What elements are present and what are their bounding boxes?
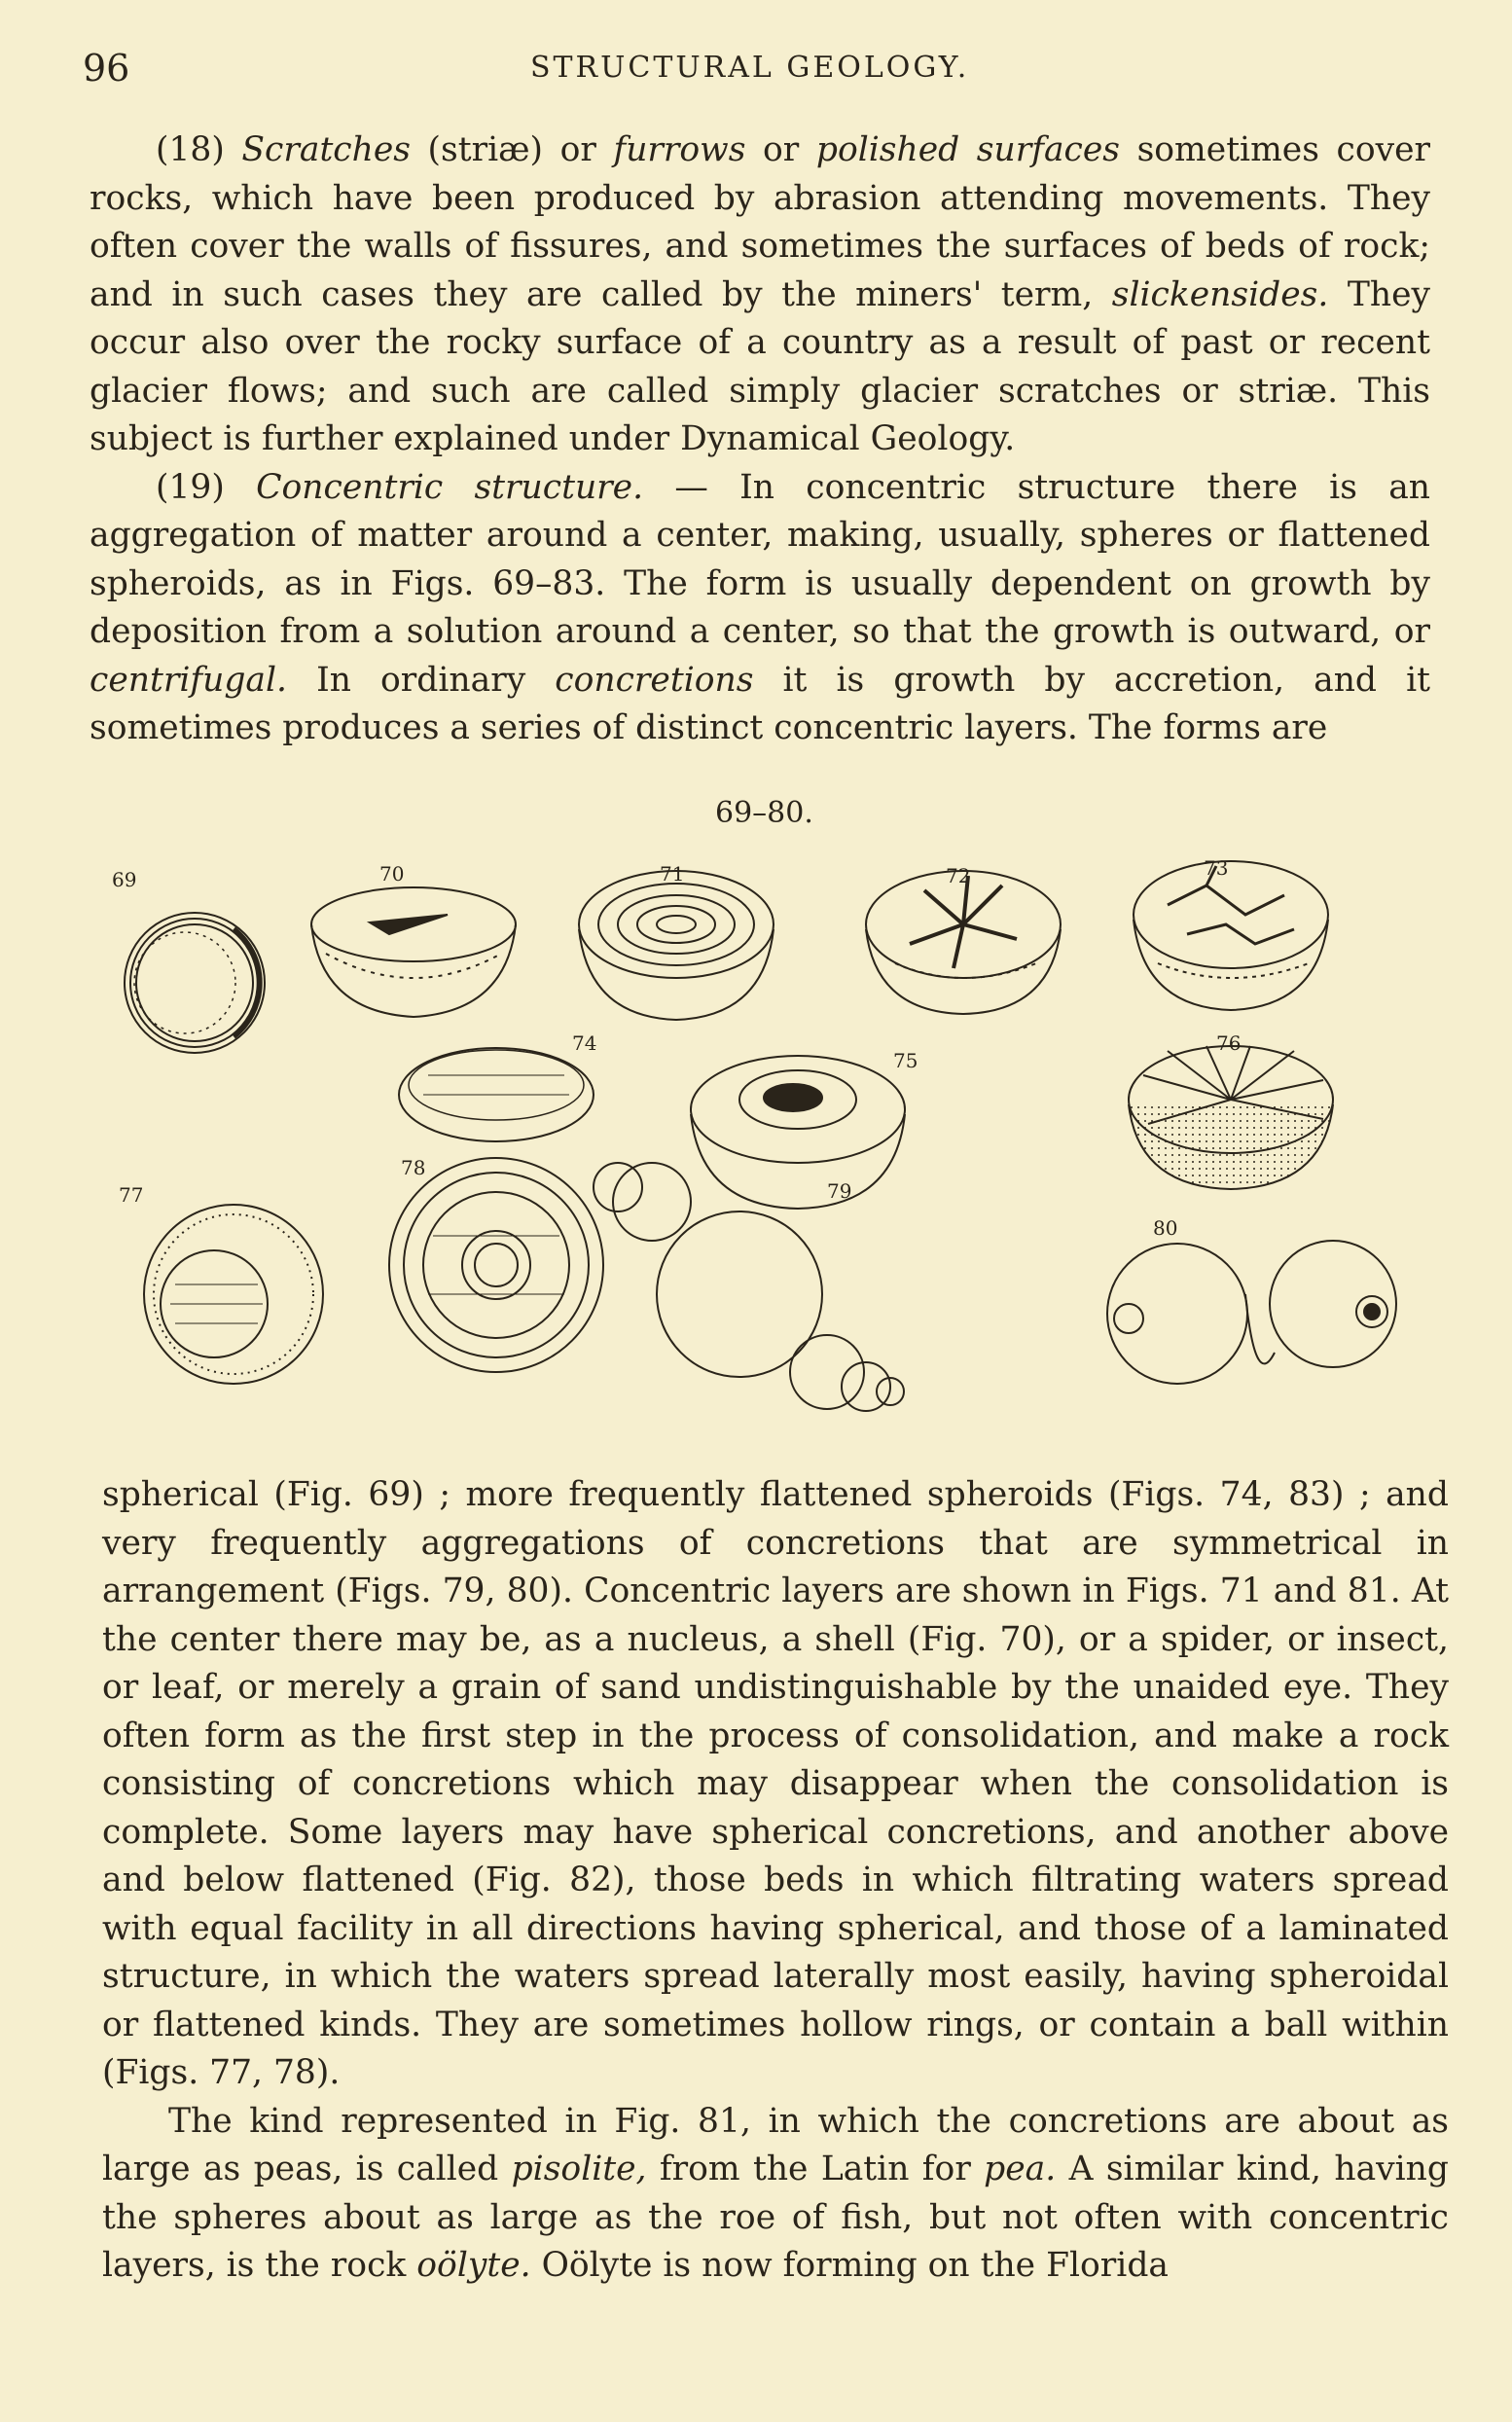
paragraph-19 [90, 464, 1430, 753]
fig-80-twin [1107, 1241, 1396, 1384]
concretions-illustration [88, 847, 1450, 1430]
term-pisolite: pisolite, [511, 2150, 647, 2188]
fig-label-80: 80 [1153, 1216, 1178, 1240]
term-pea: pea. [984, 2150, 1057, 2188]
term-slickensides: slickensides. [1111, 274, 1329, 314]
fig-71-concentric-layers [579, 871, 774, 1020]
term-concretions: concretions [555, 660, 754, 700]
running-title: STRUCTURAL GEOLOGY. [530, 51, 970, 85]
pisolite-paragraph [102, 2098, 1449, 2291]
paragraph-18 [90, 127, 1430, 464]
fig-label-72: 72 [946, 864, 971, 887]
fig-label-73: 73 [1204, 856, 1229, 880]
text-run: sometimes cover rocks, which have been produced by abrasion attending movements. They often cover the walls of fissures, and sometimes the surfaces of beds of rock; and in such cases they are called by the miners' term, [90, 130, 1431, 314]
text-run: In ordinary [287, 660, 556, 700]
upper-text-block [90, 127, 1430, 753]
page-number: 96 [83, 47, 130, 90]
fig-69-sphere [125, 913, 265, 1053]
fig-label-74: 74 [572, 1031, 597, 1055]
section-number: (18) [156, 130, 225, 169]
term-polished-surfaces: polished surfaces [815, 130, 1120, 169]
fig-77-ring [144, 1205, 323, 1384]
fig-label-78: 78 [401, 1156, 426, 1179]
figure-caption: 69–80. [715, 796, 813, 830]
term-centrifugal: centrifugal. [90, 660, 287, 700]
text-run: from the Latin for [646, 2150, 985, 2188]
figure-plate [88, 847, 1450, 1430]
page-header [83, 47, 1445, 95]
text-run: (striæ) or [410, 130, 614, 169]
fig-label-76: 76 [1216, 1031, 1242, 1055]
text-run: or [745, 130, 816, 169]
text-run: The kind represented in Fig. 81, in which the concretions are about as large as peas, is called [102, 2101, 1449, 2188]
fig-label-79: 79 [827, 1179, 852, 1203]
fig-78-ring-ball [389, 1158, 603, 1372]
text-run: — In concentric structure there is an aggregation of matter around a center, making, usually, spheres or flattened spheroids, as in Figs. 69–83. The form is usually dependent on growth by deposition from a solution around a center, so that the growth is outward, or [90, 467, 1430, 651]
term-furrows: furrows [613, 130, 746, 169]
text-run: A similar kind, having the spheres about as large as the roe of fish, but not often with concentric layers, is the rock [102, 2150, 1449, 2285]
fig-76-radiated [1129, 1046, 1333, 1189]
text-run: They occur also over the rocky surface of a country as a result of past or recent glacier flows; and such are called simply glacier scratches or striæ. This subject is further explained under Dynamical Geology. [90, 274, 1431, 458]
fig-label-71: 71 [660, 862, 685, 886]
term-scratches: Scratches [241, 130, 411, 169]
term-oolyte: oölyte. [416, 2246, 531, 2285]
fig-73-cracked [1134, 861, 1328, 1010]
fig-75-hollow [691, 1056, 905, 1209]
fig-72-septarian [866, 871, 1061, 1014]
text-run: it is growth by accretion, and it sometimes produces a series of distinct concentric layers. The forms are [90, 660, 1430, 747]
section-number: (19) [156, 467, 225, 507]
fig-label-70: 70 [379, 862, 405, 886]
lower-text-block [102, 1471, 1449, 2291]
fig-74-flattened-spheroid [399, 1048, 594, 1141]
fig-label-75: 75 [893, 1049, 918, 1072]
fig-70-shell-nucleus [311, 887, 516, 1017]
fig-label-69: 69 [112, 868, 137, 891]
fig-label-77: 77 [119, 1183, 144, 1207]
term-concentric-structure: Concentric structure. [256, 467, 644, 507]
text-run: Oölyte is now forming on the Florida [530, 2246, 1169, 2285]
continuation-paragraph: spherical (Fig. 69) ; more frequently flattened spheroids (Figs. 74, 83) ; and very frequently aggregations of concretions that are symmetrical in arrangement (Figs. 79, 80). Concentric layers are shown in Figs. 71 and 81. At the center there may be, as a nucleus, a shell (Fig. 70), or a spider, or insect, or leaf, or merely a grain of sand undistinguishable by the unaided eye. They often form as the first step in the process of consolidation, and make a rock consisting of concretions which may disappear when the consolidation is complete. Some layers may have spherical concretions, and another above and below flattened (Fig. 82), those beds in which filtrating waters spread with equal facility in all directions having spherical, and those of a laminated structure, in which the waters spread laterally most easily, having spheroidal or flattened kinds. They are sometimes hollow rings, or contain a ball within (Figs. 77, 78). [102, 1475, 1449, 2092]
